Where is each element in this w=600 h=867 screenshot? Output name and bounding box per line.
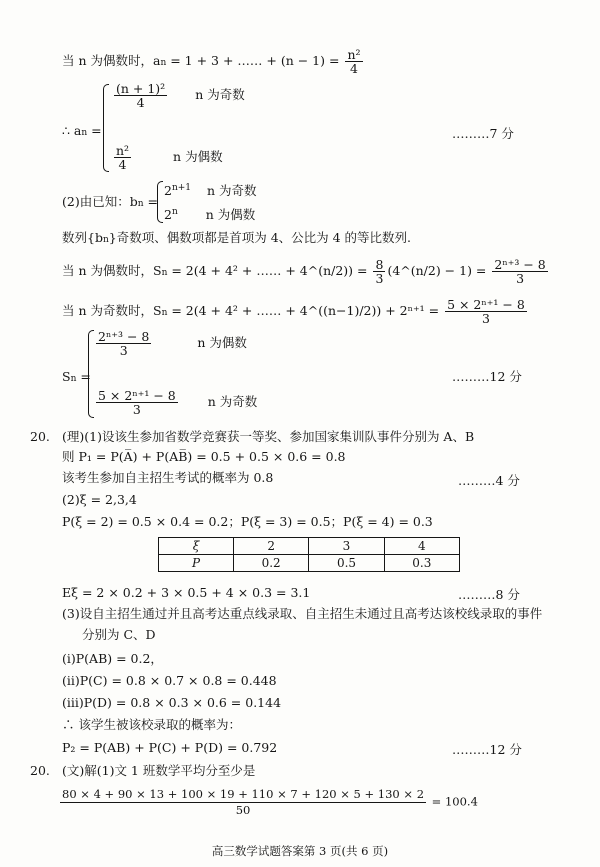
q20-li-line2: 则 P₁ = P(A̅) + P(AB̅) = 0.5 + 0.5 × 0.6 = 0.8 (62, 449, 346, 464)
q20-wen-average: $\frac{80 \times 4 + 90 \times 13 + 100 \times 19 + 110 \times 7 + 120 \times 5 + 130 \times 2}{50}$ = 100.4 (62, 787, 478, 817)
sequence-statement: 数列{bn}奇数项、偶数项都是首项为 4、公比为 4 的等比数列. (62, 230, 412, 245)
q20-li-line11: (iii)P(D) = 0.8 × 0.3 × 0.6 = 0.144 (62, 695, 282, 710)
table-cell: 0.3 (384, 555, 459, 572)
even-case-line: 当 n 为偶数时，an = 1 + 3 + …… + (n − 1) = $\frac{\text{n²}}{4}$ (62, 47, 361, 76)
q20-li-line3: 该考生参加自主招生考试的概率为 0.8 (62, 470, 274, 485)
table-row (159, 555, 460, 572)
q20-li-number: 20. (30, 429, 50, 444)
table-row (159, 538, 460, 555)
q20-li-line4: (2)ξ = 2,3,4 (62, 492, 137, 507)
table-cell: 0.5 (309, 555, 384, 572)
q20-li-line6: Eξ = 2 × 0.2 + 3 × 0.5 + 4 × 0.3 = 3.1 (62, 585, 311, 600)
q20-li-line10: (ii)P(C) = 0.8 × 0.7 × 0.8 = 0.448 (62, 673, 277, 688)
sn-even-derivation: 当 n 为偶数时，Sn = 2(4 + 4² + …… + 4^(n/2)) = $\frac{8}{3}$ (4^(n/2) − 1) = $\frac{\text{2ⁿ⁺³ − 8}}{3}$ (62, 257, 546, 286)
table-cell: 3 (309, 538, 384, 555)
bn-even: 2$^n$ n 为偶数 (164, 207, 256, 223)
q20-li-line13: P₂ = P(AB) + P(C) + P(D) = 0.792 (62, 740, 278, 755)
table-cell: 4 (384, 538, 459, 555)
page-footer: 高三数学试题答案第 3 页(共 6 页) (211, 844, 389, 858)
an-even-piece: $\frac{\text{n²}}{4}$ n 为偶数 (116, 143, 223, 172)
q20-li-line1: (理)(1)设该生参加省数学竞赛获一等奖、参加国家集训队事件分别为 A、B (62, 429, 475, 444)
bn-intro: (2)由已知：bn = (62, 194, 158, 209)
table-cell: 2 (234, 538, 309, 555)
an-odd-piece: $\frac{\text{(n + 1)²}}{4}$ n 为奇数 (116, 81, 245, 110)
sn-odd-derivation: 当 n 为奇数时，Sn = 2(4 + 4² + …… + 4^((n−1)/2)) + 2ⁿ⁺¹ = $\frac{\text{5 × 2ⁿ⁺¹ − 8}}{3}$ (62, 297, 525, 326)
bn-brace (157, 181, 163, 223)
score-8: ………8 分 (458, 587, 520, 602)
q20-wen-number: 20. (30, 763, 50, 778)
distribution-table (158, 537, 460, 572)
q20-li-line9: (i)P(AB) = 0.2， (62, 651, 163, 666)
left-brace (103, 84, 109, 172)
score-4: ………4 分 (458, 473, 520, 488)
an-label: ∴ an = (62, 123, 102, 138)
bn-odd: $2^{n+1}$ n 为奇数 (164, 183, 257, 199)
sn-even-piece: $\frac{\text{2ⁿ⁺³ − 8}}{3}$ n 为偶数 (98, 329, 247, 358)
q20-li-line7: (3)设自主招生通过并且高考达重点线录取、自主招生未通过且高考达该校线录取的事件 (62, 606, 543, 621)
q20-li-line8: 分别为 C、D (82, 627, 156, 642)
q20-wen-line1: (文)解(1)文 1 班数学平均分至少是 (62, 763, 256, 778)
q20-li-line5: P(ξ = 2) = 0.5 × 0.4 = 0.2；P(ξ = 3) = 0.5；P(ξ = 4) = 0.3 (62, 514, 433, 529)
table-cell: P (159, 555, 234, 572)
score-7: ………7 分 (452, 126, 514, 141)
score-12-a: ………12 分 (452, 369, 522, 384)
sn-odd-piece: $\frac{\text{5 × 2ⁿ⁺¹ − 8}}{3}$ n 为奇数 (98, 388, 258, 417)
table-cell: ξ (159, 538, 234, 555)
q20-li-line12: ∴ 该学生被该校录取的概率为： (62, 717, 241, 732)
score-12-b: ………12 分 (452, 742, 522, 757)
sn-label: Sn = (62, 369, 91, 384)
table-cell: 0.2 (234, 555, 309, 572)
